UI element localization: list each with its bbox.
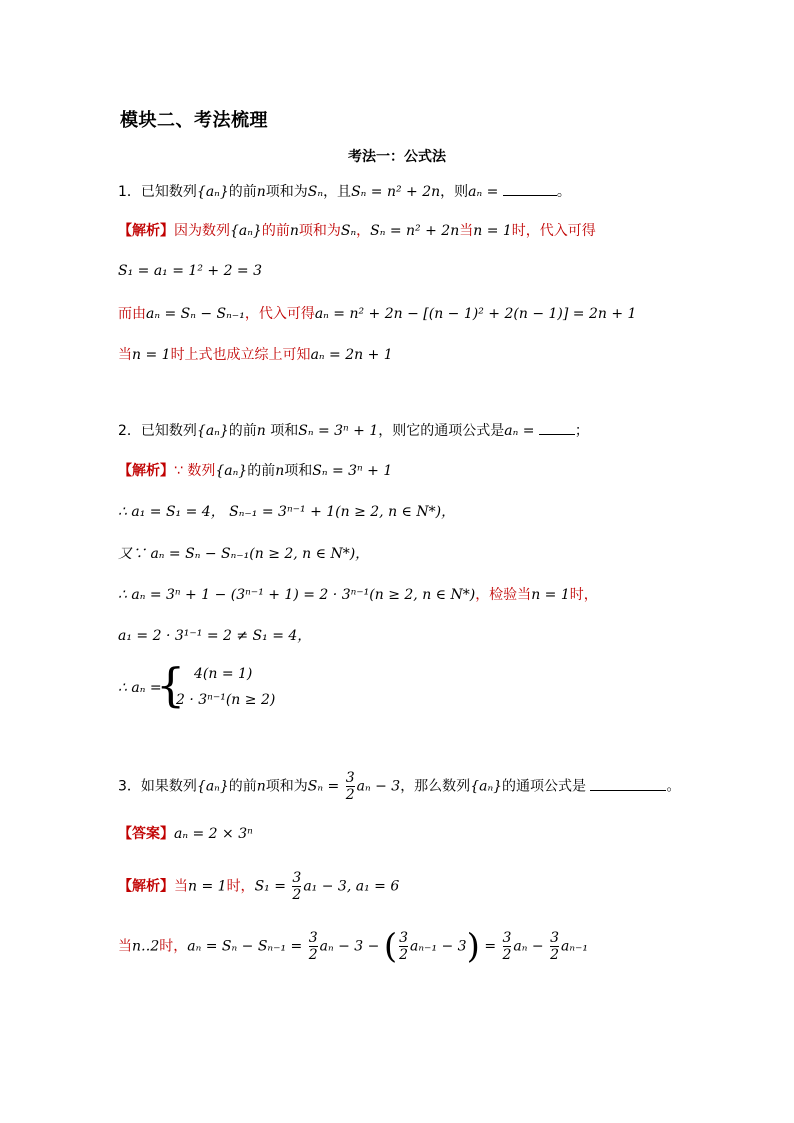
q2-solution-line-1: 【解析】∵ 数列{aₙ}的前n项和Sₙ = 3ⁿ + 1 [118, 463, 393, 479]
answer-blank [539, 420, 575, 435]
question-3: 3．如果数列{aₙ}的前n项和为Sₙ = $\frac{3}{2}$ aₙ − 3，那么数列{aₙ}的通项公式是 。 [118, 770, 681, 803]
method-subheading: 考法一：公式法 [348, 149, 446, 165]
q3-answer: 【答案】aₙ = 2 × 3ⁿ [118, 826, 253, 842]
answer-tag: 【答案】 [118, 826, 174, 842]
q2-solution-line-3: 又∵ aₙ = Sₙ − Sₙ₋₁(n ≥ 2, n ∈ N*)， [118, 546, 370, 562]
right-paren: ) [466, 926, 480, 967]
fraction: $\frac{3}{2}$ [292, 870, 302, 903]
solution-tag: 【解析】 [118, 463, 174, 479]
solution-tag: 【解析】 [118, 223, 174, 239]
fraction: $\frac{3}{2}$ [308, 930, 318, 963]
fraction: $\frac{3}{2}$ [345, 770, 355, 803]
fraction: $\frac{3}{2}$ [502, 930, 512, 963]
q3-solution-line-2: 当n‥2时，aₙ = Sₙ − Sₙ₋₁ = $\frac{3}{2}$ aₙ − 3 − ( $\frac{3}{2}$ aₙ₋₁ − 3) = $\frac{3}{2}$ aₙ − $\frac{3}{2}$ aₙ₋₁ [118, 926, 589, 967]
case-2: 2 · 3ⁿ⁻¹(n ≥ 2) [176, 692, 276, 708]
q2-solution-line-2: ∴ a₁ = S₁ = 4， Sₙ₋₁ = 3ⁿ⁻¹ + 1(n ≥ 2, n ∈ N*)， [118, 504, 456, 520]
q1-solution-line-3: 而由aₙ = Sₙ − Sₙ₋₁，代入可得aₙ = n² + 2n − [(n − 1)² + 2(n − 1)] = 2n + 1 [118, 306, 637, 322]
section-heading: 模块二、考法梳理 [120, 110, 268, 131]
q1-solution-line-1: 【解析】因为数列{aₙ}的前n项和为Sₙ，Sₙ = n² + 2n当n = 1时，代入可得 [118, 223, 596, 239]
answer-blank [590, 776, 666, 791]
case-1: 4(n = 1) [194, 666, 253, 682]
q1-solution-line-2: S₁ = a₁ = 1² + 2 = 3 [118, 263, 263, 279]
fraction: $\frac{3}{2}$ [550, 930, 559, 963]
left-brace: { [156, 658, 186, 712]
fraction: $\frac{3}{2}$ [399, 930, 409, 963]
document-page: 模块二、考法梳理 考法一：公式法 1．已知数列{aₙ}的前n项和为Sₙ，且Sₙ = n² + 2n，则aₙ = 。 【解析】因为数列{aₙ}的前n项和为Sₙ，Sₙ = n² + 2n当n = 1时，代入可得 S₁ = a₁ = 1² + 2 = 3 而由aₙ = Sₙ − Sₙ₋₁，代入可得aₙ = n² + 2n − [(n − 1)² + 2(n − 1)] = 2n + 1 当n = 1时上式也成立综上可知aₙ = 2n + 1 2．已知数列{aₙ}的前n 项和Sₙ = 3ⁿ + 1，则它的通项公式是aₙ = ； 【解析】∵ 数列{aₙ}的前n项和Sₙ = 3ⁿ + 1 ∴ a₁ = S₁ = 4， Sₙ₋₁ = 3ⁿ⁻¹ + 1(n ≥ 2, n ∈ N*)， 又∵ aₙ = Sₙ − Sₙ₋₁(n ≥ 2, n ∈ N*)， ∴ aₙ = 3ⁿ + 1 − (3ⁿ⁻¹ + 1) = 2 · 3ⁿ⁻¹(n ≥ 2, n ∈ N*)，检验当n = 1时， a₁ = 2 · 3¹⁻¹ = 2 ≠ S₁ = 4， ∴ aₙ = { 4(n = 1) 2 · 3ⁿ⁻¹(n ≥ 2) 3．如果数列{aₙ}的前n项和为Sₙ = $\frac{3}{2}$ aₙ − 3，那么数列{aₙ}的通项公式是 。 【答案】aₙ = 2 × 3ⁿ 【解析】当n = 1时，S₁ = $\frac{3}{2}$ a₁ − 3, a₁ = 6 当n‥2时，aₙ = Sₙ − Sₙ₋₁ = $\frac{3}{2}$ aₙ − 3 − ( $\frac{3}{2}$ aₙ₋₁ − 3) = $\frac{3}{2}$ aₙ − $\frac{3}{2}$ aₙ₋₁ [0, 0, 794, 1123]
q3-solution-line-1: 【解析】当n = 1时，S₁ = $\frac{3}{2}$ a₁ − 3, a₁ = 6 [118, 870, 400, 903]
answer-blank [503, 181, 557, 196]
solution-tag: 【解析】 [118, 878, 174, 895]
question-2: 2．已知数列{aₙ}的前n 项和Sₙ = 3ⁿ + 1，则它的通项公式是aₙ = ； [118, 420, 589, 441]
question-1: 1．已知数列{aₙ}的前n项和为Sₙ，且Sₙ = n² + 2n，则aₙ = 。 [118, 181, 571, 202]
left-paren: ( [383, 926, 398, 967]
q2-solution-line-5: a₁ = 2 · 3¹⁻¹ = 2 ≠ S₁ = 4， [118, 628, 312, 644]
q1-solution-line-4: 当n = 1时上式也成立综上可知aₙ = 2n + 1 [118, 347, 393, 363]
q2-solution-line-4: ∴ aₙ = 3ⁿ + 1 − (3ⁿ⁻¹ + 1) = 2 · 3ⁿ⁻¹(n ≥ 2, n ∈ N*)，检验当n = 1时， [118, 587, 598, 603]
